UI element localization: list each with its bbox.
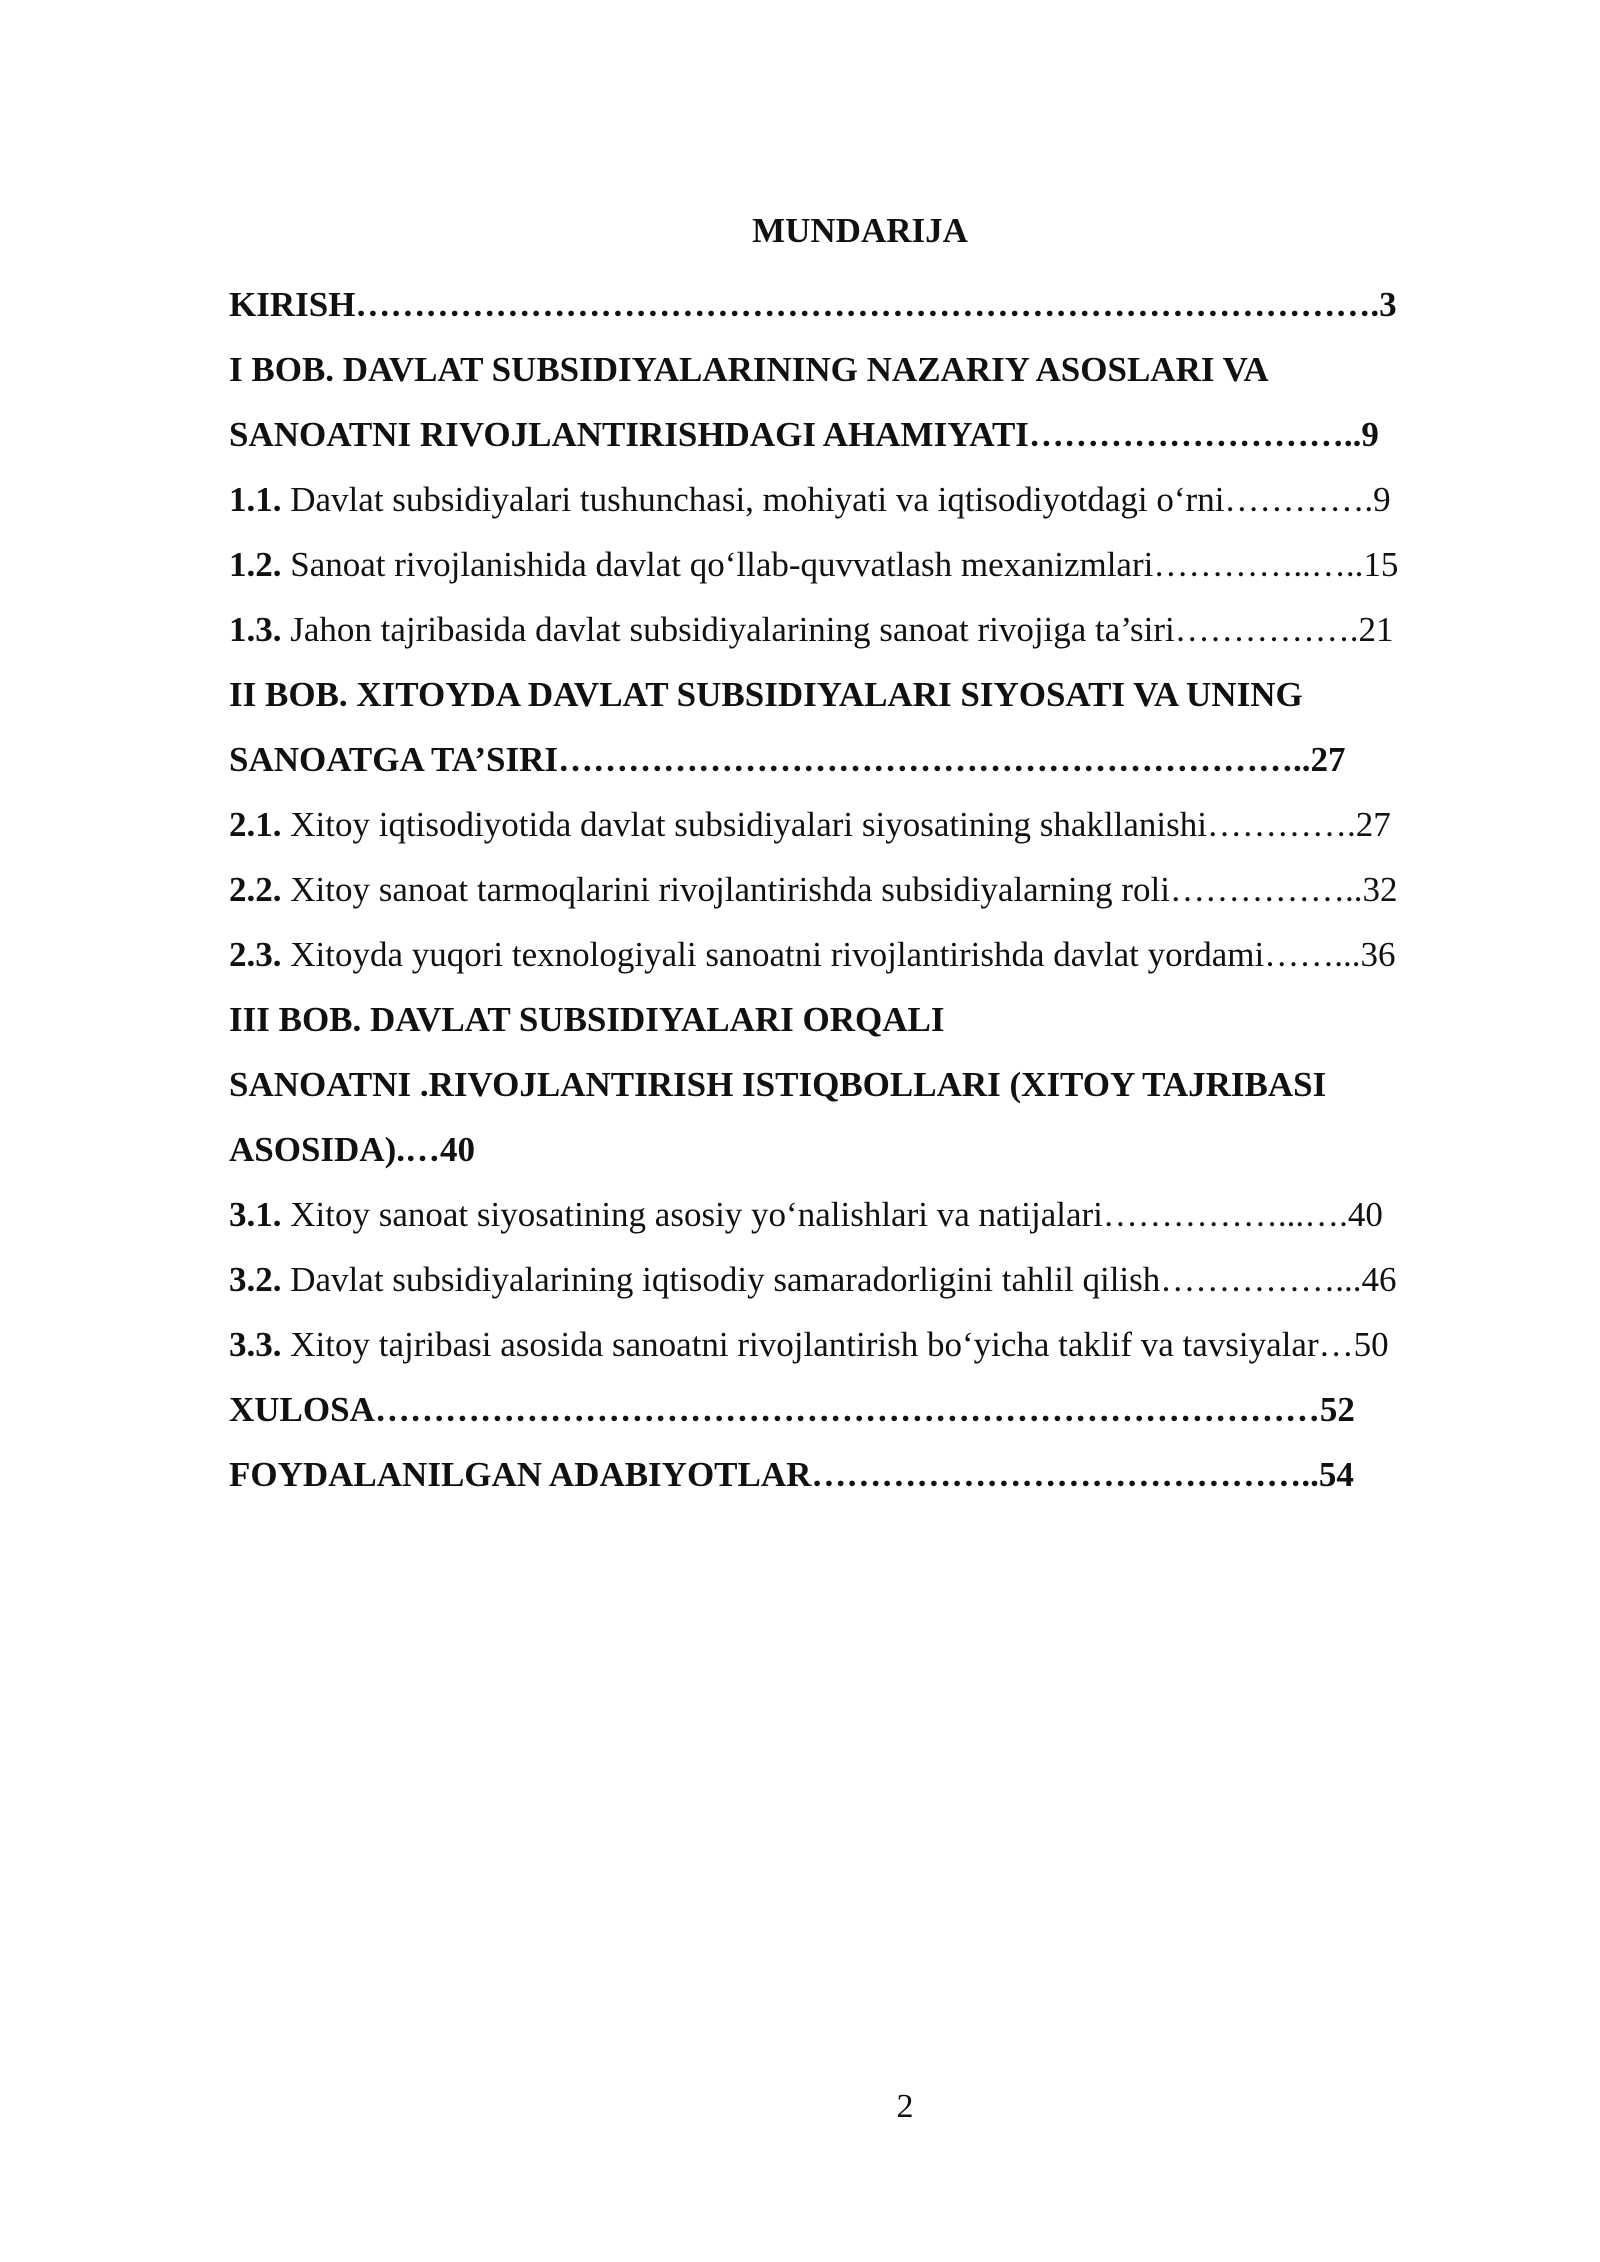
toc-entry-text: Xitoy tajribasi asosida sanoatni rivojlantirish bo‘yicha taklif va tavsiyalar…50: [281, 1325, 1389, 1364]
toc-entry-text: Davlat subsidiyalarining iqtisodiy samaradorligini tahlil qilish……………...46: [281, 1260, 1397, 1299]
toc-entry-text: Xitoyda yuqori texnologiyali sanoatni rivojlantirishda davlat yordami……...36: [281, 935, 1396, 974]
toc-line: [229, 1377, 1489, 1442]
toc-line: [229, 857, 1489, 922]
toc-line: [229, 1182, 1489, 1247]
toc-line: [229, 1312, 1489, 1377]
toc-entry-text: Sanoat rivojlanishida davlat qo‘llab-quvvatlash mexanizmlari…………..…..15: [281, 545, 1399, 584]
toc-line: [229, 662, 1489, 727]
toc-entry-text: Davlat subsidiyalari tushunchasi, mohiyati va iqtisodiyotdagi o‘rni………….9: [281, 480, 1391, 519]
toc-section-number: 3.2.: [229, 1260, 282, 1299]
toc-entry-text: SANOATNI RIVOJLANTIRISHDAGI AHAMIYATI………………………..9: [229, 415, 1379, 454]
page-number: 2: [896, 2088, 914, 2125]
toc-line: [229, 1247, 1489, 1312]
toc-section-number: 1.3.: [229, 610, 282, 649]
toc-entry-text: II BOB. XITOYDA DAVLAT SUBSIDIYALARI SIYOSATI VA UNING: [229, 675, 1303, 714]
toc-line: [229, 792, 1489, 857]
toc-section-number: 2.1.: [229, 805, 282, 844]
toc-section-number: 1.1.: [229, 480, 282, 519]
toc-line: [229, 1442, 1489, 1507]
toc-title: MUNDARIJA: [752, 211, 968, 250]
toc-section-number: 1.2.: [229, 545, 282, 584]
toc-section-number: 3.3.: [229, 1325, 282, 1364]
toc-line: [229, 272, 1489, 337]
toc-line: [229, 1117, 1489, 1182]
toc-entry-text: ASOSIDA).…40: [229, 1130, 476, 1169]
toc-line: [229, 727, 1489, 792]
toc-line: [229, 402, 1489, 467]
toc-line: [229, 532, 1489, 597]
toc-entry-text: Jahon tajribasida davlat subsidiyalarining sanoat rivojiga ta’siri…………….21: [281, 610, 1394, 649]
toc-entry-text: SANOATNI .RIVOJLANTIRISH ISTIQBOLLARI (XITOY TAJRIBASI: [229, 1065, 1327, 1104]
toc-entry-text: III BOB. DAVLAT SUBSIDIYALARI ORQALI: [229, 1000, 945, 1039]
toc-line: [229, 922, 1489, 987]
table-of-contents: [229, 272, 1489, 1507]
toc-section-number: 2.3.: [229, 935, 282, 974]
toc-entry-text: XULOSA………………………………………………………………………52: [229, 1390, 1355, 1429]
toc-entry-text: Xitoy sanoat siyosatining asosiy yo‘nalishlari va natijalari……………...….40: [281, 1195, 1383, 1234]
toc-section-number: 3.1.: [229, 1195, 282, 1234]
toc-line: [229, 337, 1489, 402]
toc-entry-text: I BOB. DAVLAT SUBSIDIYALARINING NAZARIY ASOSLARI VA: [229, 350, 1269, 389]
toc-entry-text: Xitoy sanoat tarmoqlarini rivojlantirishda subsidiyalarning roli……………..32: [281, 870, 1398, 909]
toc-line: [229, 597, 1489, 662]
toc-entry-text: KIRISH…………………………………………………………………………….3: [229, 285, 1397, 324]
toc-line: [229, 987, 1489, 1052]
toc-entry-text: Xitoy iqtisodiyotida davlat subsidiyalari siyosatining shakllanishi………….27: [281, 805, 1391, 844]
toc-line: [229, 1052, 1489, 1117]
toc-line: [229, 467, 1489, 532]
toc-entry-text: SANOATGA TA’SIRI………………………………………………………..27: [229, 740, 1346, 779]
toc-section-number: 2.2.: [229, 870, 282, 909]
toc-entry-text: FOYDALANILGAN ADABIYOTLAR……………………………………..54: [229, 1455, 1354, 1494]
